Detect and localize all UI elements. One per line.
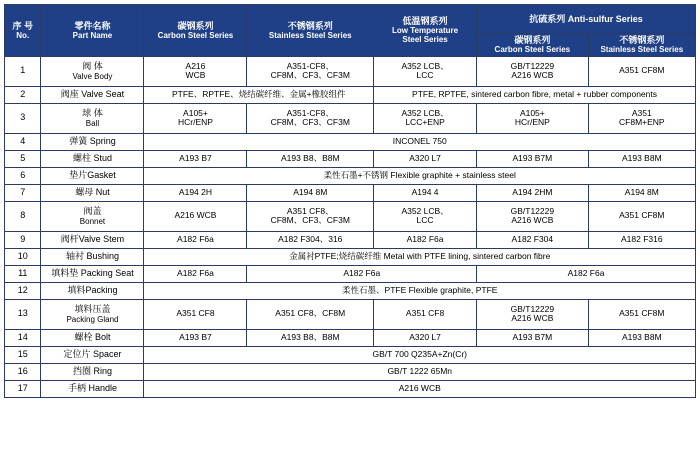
part-name-cell bbox=[41, 346, 144, 363]
part-name-inline: 填料垫 Packing Seat bbox=[51, 268, 134, 279]
part-name-cell bbox=[41, 184, 144, 201]
part-name-cell bbox=[41, 380, 144, 397]
material-cell bbox=[144, 56, 247, 86]
part-name-inline: 阀杆Valve Stem bbox=[60, 234, 125, 245]
material-cell bbox=[374, 329, 477, 346]
table-row bbox=[5, 329, 696, 346]
material-cell bbox=[144, 133, 696, 150]
row-number: 9 bbox=[5, 231, 41, 248]
material-text: A193 B8、B8M bbox=[280, 152, 340, 163]
material-cell bbox=[588, 56, 695, 86]
material-cell bbox=[144, 231, 247, 248]
material-text: A216 bbox=[185, 60, 206, 71]
part-name-inline: 螺母 Nut bbox=[75, 187, 110, 198]
material-text: A194 2HM bbox=[512, 186, 553, 197]
part-name-cell bbox=[41, 363, 144, 380]
material-text: 柔性石墨+不锈钢 Flexible graphite + stainless steel bbox=[323, 169, 516, 180]
material-text: LCC bbox=[416, 70, 434, 81]
part-name-cell bbox=[41, 56, 144, 86]
material-text: A194 8M bbox=[293, 186, 328, 197]
material-text: CF8M、CF3、CF3M bbox=[270, 117, 350, 128]
table-row bbox=[5, 86, 696, 103]
material-cell bbox=[144, 299, 247, 329]
part-name-cell bbox=[41, 282, 144, 299]
table-header bbox=[5, 5, 696, 57]
material-text: A320 L7 bbox=[409, 331, 441, 342]
part-name-cn: 阀 体 bbox=[82, 61, 103, 72]
material-cell bbox=[144, 265, 247, 282]
material-text: HCr/ENP bbox=[177, 117, 213, 128]
material-cell bbox=[588, 201, 695, 231]
material-text: CF8M、CF3、CF3M bbox=[270, 215, 350, 226]
part-name-cell bbox=[41, 265, 144, 282]
material-cell bbox=[477, 299, 589, 329]
material-cell bbox=[477, 231, 589, 248]
material-cell bbox=[477, 265, 696, 282]
material-text: A105+ bbox=[183, 107, 208, 118]
material-cell bbox=[477, 184, 589, 201]
part-name-cell bbox=[41, 150, 144, 167]
material-cell bbox=[588, 150, 695, 167]
material-text: A216 WCB bbox=[511, 70, 554, 81]
table-row bbox=[5, 282, 696, 299]
material-cell bbox=[144, 329, 247, 346]
material-text: A182 F6a bbox=[177, 267, 214, 278]
header-anti-sulfur-carbon-steel: 碳钢系列 Carbon Steel Series bbox=[477, 34, 589, 57]
row-number: 3 bbox=[5, 103, 41, 133]
part-name-inline: 手柄 Handle bbox=[67, 383, 117, 394]
parts-material-table bbox=[4, 4, 696, 398]
part-name-cell bbox=[41, 86, 144, 103]
material-cell bbox=[144, 184, 247, 201]
material-text: A216 WCB bbox=[174, 210, 217, 221]
material-text: A194 2H bbox=[178, 186, 213, 197]
material-cell bbox=[588, 299, 695, 329]
row-number: 1 bbox=[5, 56, 41, 86]
material-text: LCC bbox=[416, 215, 434, 226]
material-cell bbox=[374, 56, 477, 86]
material-cell bbox=[144, 346, 696, 363]
material-cell bbox=[374, 231, 477, 248]
material-text: A193 B7M bbox=[512, 152, 553, 163]
header-carbon-steel-series: 碳钢系列 Carbon Steel Series bbox=[144, 5, 247, 57]
table-body bbox=[5, 56, 696, 397]
material-cell bbox=[374, 201, 477, 231]
material-text: A351 CF8M bbox=[619, 210, 665, 221]
material-text: A351-CF8、 bbox=[286, 107, 334, 118]
material-text: GB/T12229 bbox=[510, 303, 555, 314]
material-text: A194 8M bbox=[624, 186, 659, 197]
part-name-cell bbox=[41, 201, 144, 231]
table-row bbox=[5, 56, 696, 86]
header-anti-sulfur-stainless-steel: 不锈钢系列 Stainless Steel Series bbox=[588, 34, 695, 57]
material-cell bbox=[588, 329, 695, 346]
part-name-cell bbox=[41, 167, 144, 184]
header-row-top bbox=[5, 5, 696, 34]
material-text: PTFE, RPTFE, sintered carbon fibre, metal + rubber components bbox=[412, 88, 657, 99]
material-text: 柔性石墨、PTFE Flexible graphite, PTFE bbox=[342, 284, 498, 295]
material-cell bbox=[247, 56, 374, 86]
material-text: A351 CF8、 bbox=[286, 205, 334, 216]
table-row bbox=[5, 299, 696, 329]
row-number: 13 bbox=[5, 299, 41, 329]
material-text: A351 CF8 bbox=[405, 308, 445, 319]
part-name-inline: 阀座 Valve Seat bbox=[60, 89, 125, 100]
material-text: A182 F304、316 bbox=[278, 233, 343, 244]
material-text: A320 L7 bbox=[409, 152, 441, 163]
material-cell bbox=[588, 184, 695, 201]
part-name-cell bbox=[41, 133, 144, 150]
material-text: A194 4 bbox=[411, 186, 439, 197]
part-name-inline: 螺栓 Bolt bbox=[74, 332, 111, 343]
row-number: 12 bbox=[5, 282, 41, 299]
part-name-en: Packing Gland bbox=[66, 314, 119, 324]
material-text: HCr/ENP bbox=[514, 117, 550, 128]
material-text: A351 CF8 bbox=[176, 308, 215, 319]
material-text: A216 WCB bbox=[398, 382, 441, 393]
material-cell bbox=[588, 231, 695, 248]
header-part-name: 零件名称 Part Name bbox=[41, 5, 144, 57]
material-cell bbox=[144, 363, 696, 380]
row-number: 16 bbox=[5, 363, 41, 380]
row-number: 8 bbox=[5, 201, 41, 231]
part-name-inline: 轴衬 Bushing bbox=[65, 251, 119, 262]
row-number: 17 bbox=[5, 380, 41, 397]
part-name-inline: 挡圈 Ring bbox=[72, 366, 112, 377]
row-number: 10 bbox=[5, 248, 41, 265]
material-text: GB/T 1222 65Mn bbox=[387, 365, 453, 376]
material-text: A182 F316 bbox=[621, 233, 663, 244]
table-row bbox=[5, 201, 696, 231]
material-cell bbox=[247, 201, 374, 231]
part-name-inline: 螺柱 Stud bbox=[72, 153, 112, 164]
material-text: A193 B8M bbox=[621, 152, 662, 163]
material-cell bbox=[374, 184, 477, 201]
part-name-cell bbox=[41, 231, 144, 248]
material-cell bbox=[247, 299, 374, 329]
material-cell bbox=[247, 329, 374, 346]
material-text: GB/T12229 bbox=[510, 205, 555, 216]
table-row bbox=[5, 150, 696, 167]
material-text: A193 B8M bbox=[621, 331, 662, 342]
table-row bbox=[5, 103, 696, 133]
header-stainless-steel-series: 不锈钢系列 Stainless Steel Series bbox=[247, 5, 374, 57]
part-name-en: Valve Body bbox=[72, 71, 113, 81]
material-text: A182 F6a bbox=[177, 233, 214, 244]
material-text: GB/T12229 bbox=[510, 60, 555, 71]
row-number: 14 bbox=[5, 329, 41, 346]
header-no: 序 号 No. bbox=[5, 5, 41, 57]
material-cell bbox=[144, 201, 247, 231]
part-name-cell bbox=[41, 329, 144, 346]
part-name-inline: 垫片Gasket bbox=[69, 170, 116, 181]
table-row bbox=[5, 248, 696, 265]
table-row bbox=[5, 363, 696, 380]
material-cell bbox=[144, 150, 247, 167]
material-text: PTFE、RPTFE、烧结碳纤维、金属+橡胶组件 bbox=[171, 88, 346, 99]
material-cell bbox=[144, 103, 247, 133]
material-cell bbox=[144, 86, 374, 103]
table-row bbox=[5, 346, 696, 363]
part-name-cell bbox=[41, 103, 144, 133]
row-number: 5 bbox=[5, 150, 41, 167]
material-cell bbox=[374, 86, 696, 103]
material-text: A352 LCB、 bbox=[401, 205, 449, 216]
table-row bbox=[5, 265, 696, 282]
material-cell bbox=[247, 265, 477, 282]
material-text: LCC+ENP bbox=[405, 117, 445, 128]
material-text: A193 B7M bbox=[512, 331, 553, 342]
table-row bbox=[5, 380, 696, 397]
material-text: A352 LCB、 bbox=[401, 60, 449, 71]
table-row bbox=[5, 133, 696, 150]
table-row bbox=[5, 184, 696, 201]
material-cell bbox=[477, 201, 589, 231]
material-cell bbox=[477, 150, 589, 167]
material-text: A182 F6a bbox=[406, 233, 444, 244]
table-row bbox=[5, 231, 696, 248]
material-text: A193 B8、B8M bbox=[280, 331, 340, 342]
material-cell bbox=[247, 231, 374, 248]
material-text: A182 F304 bbox=[511, 233, 554, 244]
material-cell bbox=[247, 184, 374, 201]
material-cell bbox=[477, 329, 589, 346]
part-name-cell bbox=[41, 248, 144, 265]
table-row bbox=[5, 167, 696, 184]
material-text: A351-CF8、 bbox=[286, 60, 334, 71]
material-text: INCONEL 750 bbox=[392, 135, 447, 146]
material-cell bbox=[588, 103, 695, 133]
row-number: 6 bbox=[5, 167, 41, 184]
material-cell bbox=[144, 248, 696, 265]
material-cell bbox=[477, 103, 589, 133]
material-text: A182 F6a bbox=[343, 267, 381, 278]
part-name-cell bbox=[41, 299, 144, 329]
part-name-inline: 弹簧 Spring bbox=[69, 136, 116, 147]
part-name-en: Bonnet bbox=[79, 216, 106, 226]
material-text: A351 CF8M bbox=[619, 308, 665, 319]
material-text: A193 B7 bbox=[179, 152, 212, 163]
row-number: 7 bbox=[5, 184, 41, 201]
row-number: 4 bbox=[5, 133, 41, 150]
material-text: 金属衬PTFE;烧结碳纤维 Metal with PTFE lining, sintered carbon fibre bbox=[289, 250, 551, 261]
material-text: A182 F6a bbox=[567, 267, 605, 278]
material-cell bbox=[144, 380, 696, 397]
material-text: CF8M、CF3、CF3M bbox=[270, 70, 350, 81]
row-number: 2 bbox=[5, 86, 41, 103]
material-text: A216 WCB bbox=[511, 313, 554, 324]
material-text: A352 LCB、 bbox=[401, 107, 449, 118]
material-text: CF8M+ENP bbox=[619, 117, 665, 128]
part-name-inline: 定位片 Spacer bbox=[63, 349, 122, 360]
material-cell bbox=[374, 299, 477, 329]
material-text: A216 WCB bbox=[511, 215, 554, 226]
material-cell bbox=[247, 150, 374, 167]
material-cell bbox=[374, 150, 477, 167]
part-name-inline: 填料Packing bbox=[67, 285, 118, 296]
part-name-en: Ball bbox=[85, 118, 100, 128]
material-text: WCB bbox=[185, 70, 206, 81]
material-cell bbox=[144, 282, 696, 299]
material-cell bbox=[247, 103, 374, 133]
row-number: 15 bbox=[5, 346, 41, 363]
material-text: A193 B7 bbox=[179, 331, 212, 342]
part-name-cn: 球 体 bbox=[82, 108, 103, 119]
header-low-temperature-steel-series: 低温钢系列 Low Temperature Steel Series bbox=[374, 5, 477, 57]
material-text: A351 CF8M bbox=[619, 65, 665, 76]
material-text: A105+ bbox=[519, 107, 545, 118]
row-number: 11 bbox=[5, 265, 41, 282]
header-anti-sulfur-series: 抗硫系列 Anti-sulfur Series bbox=[477, 5, 696, 34]
material-text: GB/T 700 Q235A+Zn(Cr) bbox=[372, 348, 468, 359]
material-cell bbox=[477, 56, 589, 86]
part-name-cn: 阀盖 bbox=[83, 206, 102, 217]
material-cell bbox=[374, 103, 477, 133]
material-cell bbox=[144, 167, 696, 184]
material-text: A351 CF8、CF8M bbox=[275, 308, 346, 319]
part-name-cn: 填料压盖 bbox=[74, 304, 111, 315]
material-text: A351 bbox=[631, 107, 652, 118]
